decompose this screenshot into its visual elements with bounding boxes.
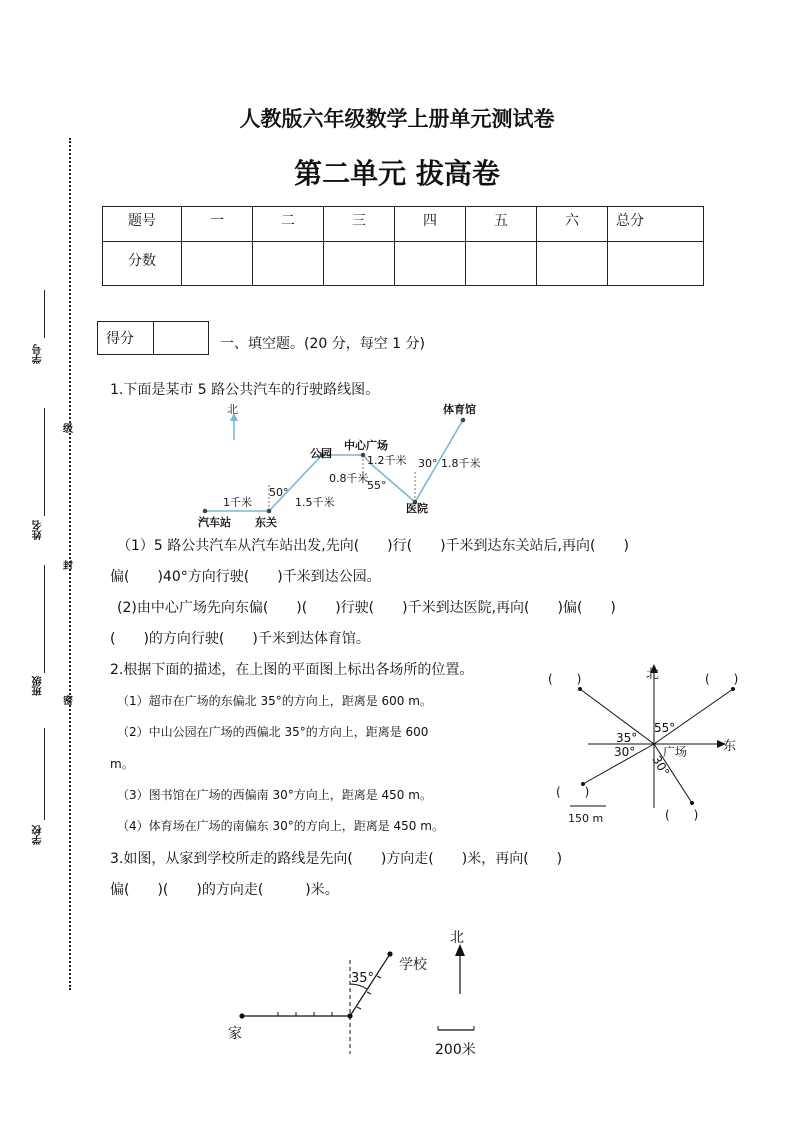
plaza-direction-map (540, 660, 750, 830)
score-cell[interactable] (608, 242, 704, 286)
seal-char-feng: 封 (63, 561, 73, 572)
student-id-label: 学号 (33, 344, 44, 364)
score-header-cell: 一 (182, 207, 253, 242)
station-label: 东关 (255, 516, 277, 529)
plaza-blank[interactable]: ( ) (705, 672, 739, 686)
student-id-line (44, 290, 45, 338)
q1-part2-line2: ( )的方向行驶( )千米到达体育馆。 (110, 631, 370, 647)
score-header-cell: 总分 (608, 207, 704, 242)
station-label: 公园 (310, 447, 332, 460)
station-label: 体育馆 (443, 403, 476, 416)
angle-label: 35° (351, 971, 375, 986)
plaza-angle-label: 55° (654, 721, 676, 735)
class-label: 班级 (33, 676, 44, 696)
point-dot (690, 801, 694, 805)
score-cell[interactable] (253, 242, 324, 286)
q1-part1-line2: 偏( )40°方向行驶( )千米到达公园。 (110, 569, 381, 585)
station-label: 医院 (406, 502, 428, 515)
map-north-label: 北 (227, 403, 238, 416)
plaza-center-label: 广场 (663, 745, 688, 759)
q2-item: （4）体育场在广场的南偏东 30°的方向上，距离是 450 m。 (117, 819, 444, 833)
angle-label: 30° (418, 457, 438, 470)
home-dot (239, 1013, 244, 1018)
score-header-cell: 二 (253, 207, 324, 242)
turn-dot (347, 1013, 352, 1018)
station-label: 汽车站 (198, 516, 231, 529)
point-dot (731, 687, 735, 691)
plaza-blank[interactable]: ( ) (548, 672, 582, 686)
ray-ne (654, 689, 733, 744)
score-cell[interactable] (395, 242, 466, 286)
grader-score-cell[interactable] (154, 322, 209, 355)
plaza-blank[interactable]: ( ) (556, 785, 590, 799)
unit-title: 第二单元 拔高卷 (294, 157, 500, 190)
plaza-blank[interactable]: ( ) (665, 808, 699, 822)
bus-route-map (195, 398, 495, 533)
tick (367, 992, 371, 994)
q3-scale-label: 200米 (435, 1042, 476, 1058)
school-label: 学校 (399, 957, 427, 973)
q1-part2-line1: (2)由中心广场先向东偏( )( )行驶( )千米到达医院,再向( )偏( ) (117, 600, 616, 616)
class-line (44, 565, 45, 673)
score-cell[interactable] (182, 242, 253, 286)
school-label: 学校 (33, 825, 44, 845)
score-cell[interactable] (324, 242, 395, 286)
exam-title: 人教版六年级数学上册单元测试卷 (239, 106, 555, 131)
name-label: 姓名 (33, 520, 44, 540)
plaza-east-label: 东 (723, 739, 737, 754)
score-row-label: 分数 (103, 242, 182, 286)
angle-label: 50° (269, 486, 289, 499)
q2-item: （1）超市在广场的东偏北 35°的方向上，距离是 600 m。 (117, 694, 432, 708)
station-dot (361, 453, 366, 458)
seal-char-ji: 级 (63, 424, 73, 435)
distance-label: 1.2千米 (367, 454, 407, 467)
plaza-angle-label: 30° (649, 753, 673, 779)
seal-char-mi: 密 (63, 696, 73, 707)
grader-box (97, 321, 209, 355)
plaza-angle-label: 35° (616, 731, 638, 745)
school-line (44, 728, 45, 820)
score-header-cell: 六 (537, 207, 608, 242)
q2-item: m。 (110, 757, 134, 771)
name-line (44, 408, 45, 516)
score-header-cell: 四 (395, 207, 466, 242)
home-school-map (220, 924, 490, 1059)
distance-label: 1.8千米 (441, 457, 481, 470)
q2-item: （3）图书馆在广场的西偏南 30°方向上，距离是 450 m。 (117, 788, 432, 802)
score-header-cell: 三 (324, 207, 395, 242)
station-dot (203, 509, 208, 514)
angle-label: 55° (367, 479, 387, 492)
q2-item: （2）中山公园在广场的西偏北 35°的方向上，距离是 600 (117, 725, 429, 739)
q3-north-label: 北 (450, 930, 464, 946)
q3-line1: 3.如图，从家到学校所走的路线是先向( )方向走( )米，再向( ) (110, 851, 563, 867)
q2-text: 2.根据下面的描述，在上图的平面图上标出各场所的位置。 (110, 662, 474, 678)
section1-heading: 一、填空题。(20 分，每空 1 分) (220, 336, 425, 352)
tick (357, 1007, 361, 1009)
station-label: 中心广场 (344, 439, 388, 452)
q3-line2: 偏( )( )的方向走( )米。 (110, 882, 339, 898)
home-label: 家 (228, 1026, 242, 1042)
plaza-scale-label: 150 m (568, 812, 604, 825)
station-dot (267, 509, 272, 514)
tick (377, 976, 381, 978)
station-dot (461, 418, 466, 423)
score-cell[interactable] (466, 242, 537, 286)
grader-label: 得分 (98, 322, 154, 355)
plaza-north-label: 北 (646, 667, 660, 682)
plaza-angle-label: 30° (614, 745, 636, 759)
score-header-cell: 题号 (103, 207, 182, 242)
school-dot (387, 951, 392, 956)
distance-label: 1.5千米 (295, 496, 335, 509)
score-header-cell: 五 (466, 207, 537, 242)
point-dot (578, 687, 582, 691)
distance-label: 0.8千米 (329, 472, 369, 485)
q1-text: 1.下面是某市 5 路公共汽车的行驶路线图。 (110, 382, 380, 398)
score-cell[interactable] (537, 242, 608, 286)
q1-part1-line1: （1）5 路公共汽车从汽车站出发,先向( )行( )千米到达东关站后,再向( ) (117, 538, 629, 554)
score-table (102, 206, 704, 286)
distance-label: 1千米 (223, 496, 252, 509)
